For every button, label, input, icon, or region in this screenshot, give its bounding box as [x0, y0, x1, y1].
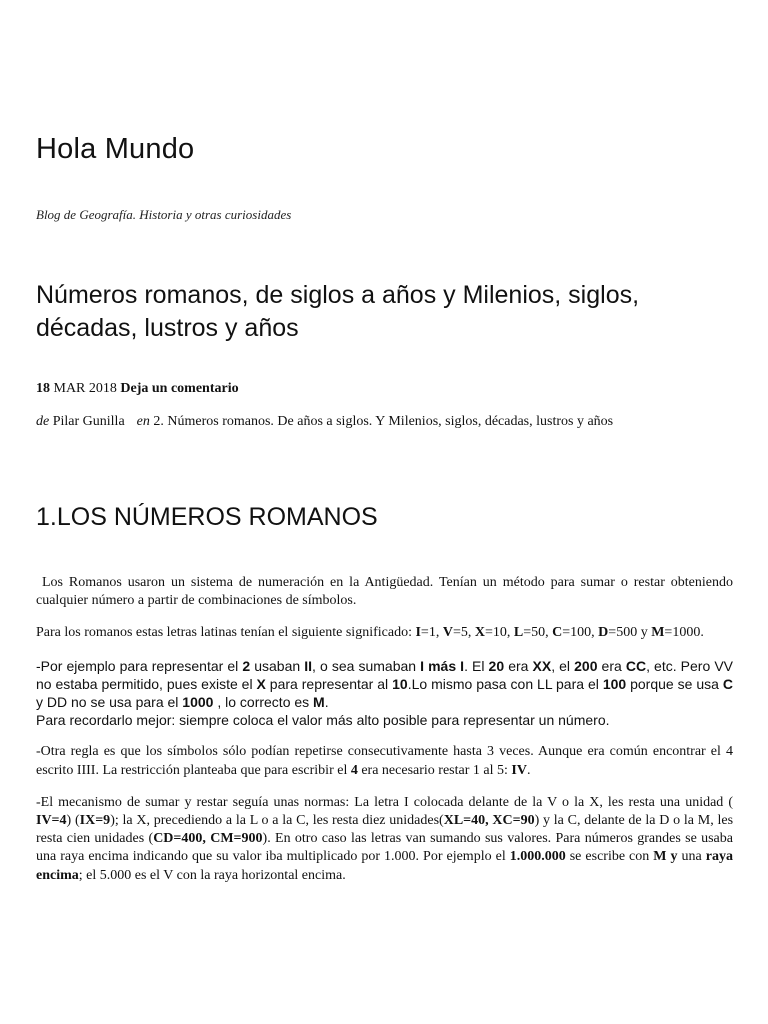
- article-body: [36, 574, 737, 899]
- paragraph-addition-examples: -Por ejemplo para representar el 2 usaban II, o sea sumaban I más I. El 20 era XX, el 200 era CC, etc. Pero VV no estaba permitido, pues existe el X para representar al 10.Lo mismo pasa con LL para el 100 porque se usa C y DD no se usa para el 1000 , lo correcto es M. Para recordarlo mejor: siempre coloca el valor más alto posible para representar un número.: [36, 657, 734, 729]
- paragraph-letter-values: Para los romanos estas letras latinas tenían el siguiente significado: I=1, V=5, X=10, L=50, C=100, D=500 y M=1000.: [36, 625, 704, 641]
- author-link[interactable]: Pilar Gunilla: [52, 414, 125, 429]
- post-title[interactable]: Números romanos, de siglos a años y Milenios, siglos, décadas, lustros y años: [36, 281, 640, 342]
- paragraph-repetition-rule: -Otra regla es que los símbolos sólo podían repetirse consecutivamente hasta 3 veces. Aunque era común encontrar el 4 escrito IIII. La restricción planteaba que para escribir el 4 era necesario restar 1 al 5: IV.: [36, 744, 733, 778]
- by-label: de: [36, 414, 50, 429]
- site-tagline: Blog de Geografía. Historia y otras curiosidades: [36, 207, 292, 222]
- post-date-line: [36, 381, 239, 397]
- post-byline: [36, 413, 726, 431]
- paragraph-intro: Los Romanos usaron un sistema de numeración en la Antigüedad. Tenían un método para sumar o restar obteniendo cualquier número a partir de combinaciones de símbolos.: [36, 575, 737, 609]
- leave-comment-link[interactable]: [120, 381, 238, 396]
- site-title[interactable]: Hola Mundo: [36, 133, 195, 165]
- in-label: en: [136, 414, 150, 429]
- section-heading: 1.LOS NÚMEROS ROMANOS: [36, 503, 378, 531]
- category-link[interactable]: 2. Números romanos. De años a siglos. Y Milenios, siglos, décadas, lustros y años: [153, 414, 614, 429]
- leave-comment-label: Deja un comentario: [120, 381, 239, 396]
- remember-line: Para recordarlo mejor: siempre coloca el valor más alto posible para representar un número.: [36, 712, 610, 729]
- post-date-month-year: MAR 2018: [53, 381, 117, 396]
- paragraph-subtraction-rules: -El mecanismo de sumar y restar seguía unas normas: La letra I colocada delante de la V o la X, les resta una unidad ( IV=4) (IX=9); la X, precediendo a la L o a la C, les resta diez unidades(XL=40, XC=90) y la C, delante de la D o la M, les resta cien unidades (CD=400, CM=900). En otro caso las letras van sumando sus valores. Para números grandes se usaba una raya encima indicando que su valor iba multiplicado por 1.000. Por ejemplo el 1.000.000 se escribe con M y una raya encima; el 5.000 es el V con la raya horizontal encima.: [36, 794, 734, 883]
- post-date-day: 18: [36, 381, 50, 396]
